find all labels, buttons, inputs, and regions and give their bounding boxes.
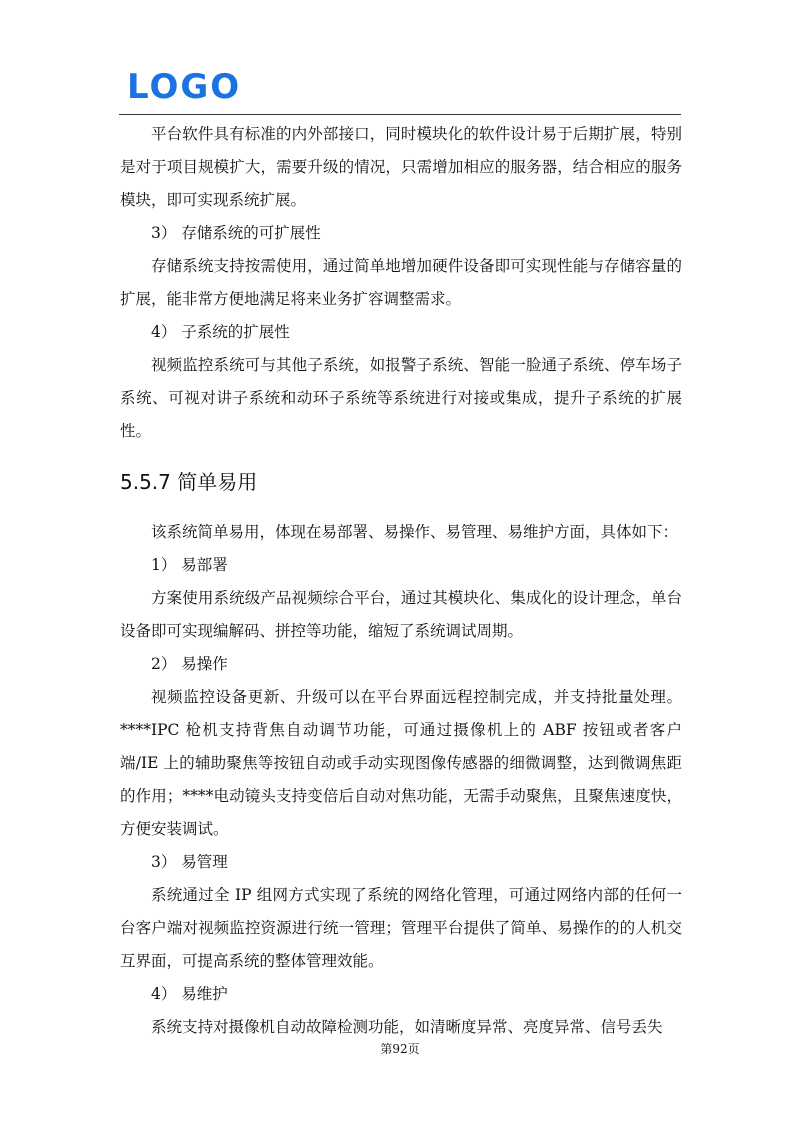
paragraph-easy-operate: 视频监控设备更新、升级可以在平台界面远程控制完成，并支持批量处理。****IPC 枪机支持背焦自动调节功能，可通过摄像机上的 ABF 按钮或者客户端/IE 上的辅助聚焦等按钮自动或手动实现图像传感器的细微调整，达到微调焦距的作用；****电动镜头支持变倍后自动对焦功能，无需手动聚焦，且聚焦速度快，方便安装调试。 [120,688,682,838]
paragraph-easy-manage: 系统通过全 IP 组网方式实现了系统的网络化管理，可通过网络内部的任何一台客户端对视频监控资源进行统一管理；管理平台提供了简单、易操作的的人机交互界面，可提高系统的整体管理效能。 [120,886,682,970]
list-item-subsystem-scalability: 4） 子系统的扩展性 [151,323,290,341]
page-number: 第92页 [380,1042,420,1056]
paragraph-subsystems: 视频监控系统可与其他子系统，如报警子系统、智能一脸通子系统、停车场子系统、可视对讲子系统和动环子系统等系统进行对接或集成，提升子系统的扩展性。 [120,356,682,440]
paragraph-ease-of-use-intro: 该系统简单易用，体现在易部署、易操作、易管理、易维护方面，具体如下： [151,523,679,541]
paragraph-platform-interfaces: 平台软件具有标准的内外部接口，同时模块化的软件设计易于后期扩展，特别是对于项目规模扩大，需要升级的情况，只需增加相应的服务器，结合相应的服务模块，即可实现系统扩展。 [120,125,682,209]
list-item-easy-maintain: 4） 易维护 [151,985,228,1003]
paragraph-easy-maintain: 系统支持对摄像机自动故障检测功能，如清晰度异常、亮度异常、信号丢失 [151,1018,663,1036]
header-divider [119,114,681,115]
paragraph-storage: 存储系统支持按需使用，通过简单地增加硬件设备即可实现性能与存储容量的扩展，能非常方便地满足将来业务扩容调整需求。 [120,257,682,308]
list-item-easy-manage: 3） 易管理 [151,853,228,871]
section-heading: 5.5.7 简单易用 [120,470,258,494]
list-item-easy-deploy: 1） 易部署 [151,556,228,574]
page-content [120,118,682,1044]
list-item-storage-scalability: 3） 存储系统的可扩展性 [151,224,321,242]
list-item-easy-operate: 2） 易操作 [151,655,228,673]
paragraph-easy-deploy: 方案使用系统级产品视频综合平台，通过其模块化、集成化的设计理念，单台设备即可实现编解码、拼控等功能，缩短了系统调试周期。 [120,589,682,640]
company-logo: LOGO [127,67,242,107]
